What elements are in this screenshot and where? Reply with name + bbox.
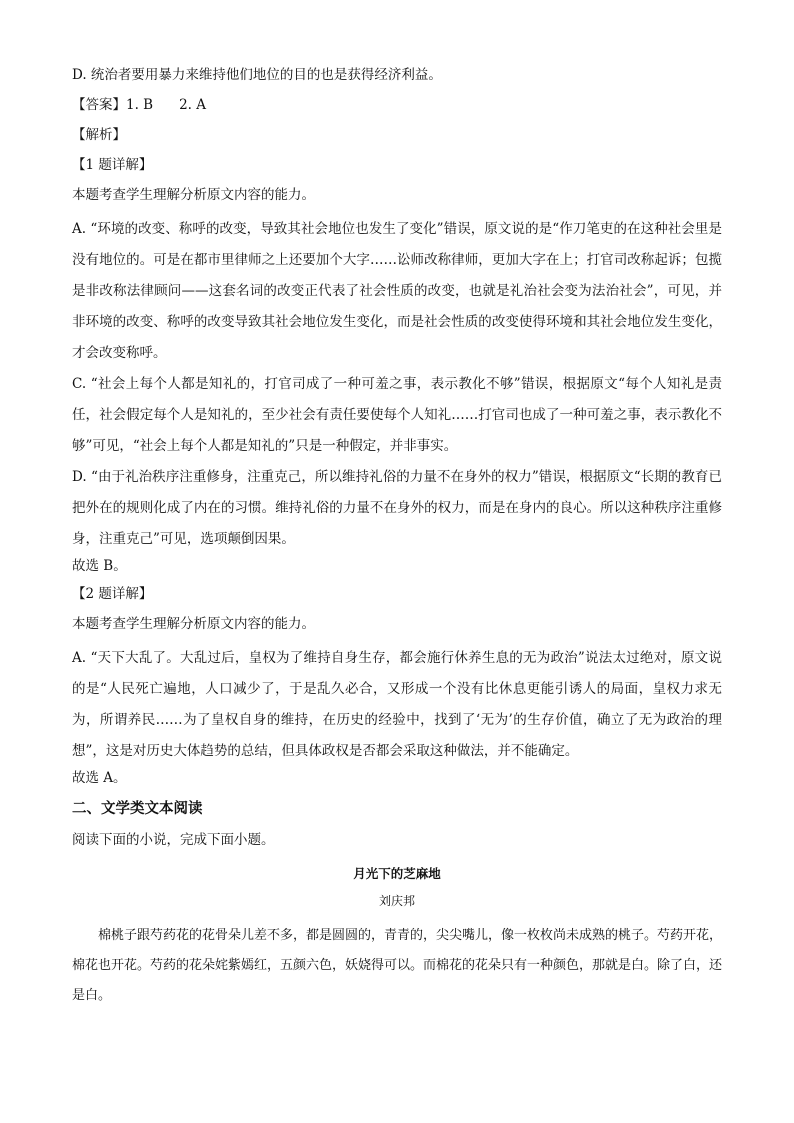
q1-option-a: A. “环境的改变、称呼的改变，导致其社会地位也发生了变化”错误，原文说的是“作刀笔吏的在这种社会里是没有地位的。可是在都市里律师之上还要加个大字……讼师改称律师，更加大字在上；打官司改称起诉；包揽是非改称法律顾问——这套名词的改变正代表了社会性质的改变，也就是礼治社会变为法治社会”，可见，并非环境的改变、称呼的改变导致其社会地位发生变化，而是社会性质的改变使得环境和其社会地位发生变化，才会改变称呼。 — [72, 221, 722, 361]
q1-heading: 【1 题详解】 — [72, 157, 153, 173]
story-title: 月光下的芝麻地 — [353, 866, 441, 881]
q1-conclusion: 故选 B。 — [72, 558, 127, 574]
document-page — [72, 64, 722, 1011]
q2-conclusion: 故选 A。 — [72, 770, 127, 786]
q1-intro: 本题考查学生理解分析原文内容的能力。 — [72, 187, 315, 203]
story-paragraph: 棉桃子跟芍药花的花骨朵儿差不多，都是圆圆的，青青的，尖尖嘴儿，像一枚枚尚未成熟的桃子。芍药开花，棉花也开花。芍药的花朵姹紫嫣红，五颜六色，妖娆得可以。而棉花的花朵只有一种颜色，那就是白。除了白，还是白。 — [72, 928, 723, 1003]
q2-intro: 本题考查学生理解分析原文内容的能力。 — [72, 616, 315, 632]
answer-label: 【答案】 — [72, 97, 126, 113]
analysis-label: 【解析】 — [72, 127, 126, 143]
q2-heading: 【2 题详解】 — [72, 586, 153, 602]
reading-instruction: 阅读下面的小说，完成下面小题。 — [72, 832, 275, 848]
q2-option-a: A. “天下大乱了。大乱过后，皇权为了维持自身生存，都会施行休养生息的无为政治”说法太过绝对，原文说的是“人民死亡遍地，人口减少了，于是乱久必合，又形成一个没有比休息更能引诱人的局面，皇权力求无为，所谓养民……为了皇权自身的维持，在历史的经验中，找到了‘无为’的生存价值，确立了无为政治的理想”，这是对历史大体趋势的总结，但具体政权是否都会采取这种做法，并不能确定。 — [72, 650, 722, 759]
answer-line — [72, 94, 722, 116]
story-author: 刘庆邦 — [378, 894, 415, 908]
q1-option-c: C. “社会上每个人都是知礼的，打官司成了一种可羞之事，表示教化不够”错误，根据原文“每个人知礼是责任，社会假定每个人是知礼的，至少社会有责任要使每个人知礼……打官司也成了一种可羞之事，表示教化不够”可见，“社会上每个人都是知礼的”只是一种假定，并非事实。 — [72, 376, 722, 454]
answer-2: 2. A — [179, 97, 207, 113]
q1-option-d: D. “由于礼治秩序注重修身，注重克己，所以维持礼俗的力量不在身外的权力”错误，根据原文“长期的教育已把外在的规则化成了内在的习惯。维持礼俗的力量不在身外的权力，而是在身内的良心。所以这种秩序注重修身，注重克己”可见，选项颠倒因果。 — [72, 469, 722, 547]
answer-1: 1. B — [126, 97, 154, 113]
section-two-title: 二、文学类文本阅读 — [72, 801, 203, 817]
option-d-line: D. 统治者要用暴力来维持他们地位的目的也是获得经济利益。 — [72, 67, 442, 83]
